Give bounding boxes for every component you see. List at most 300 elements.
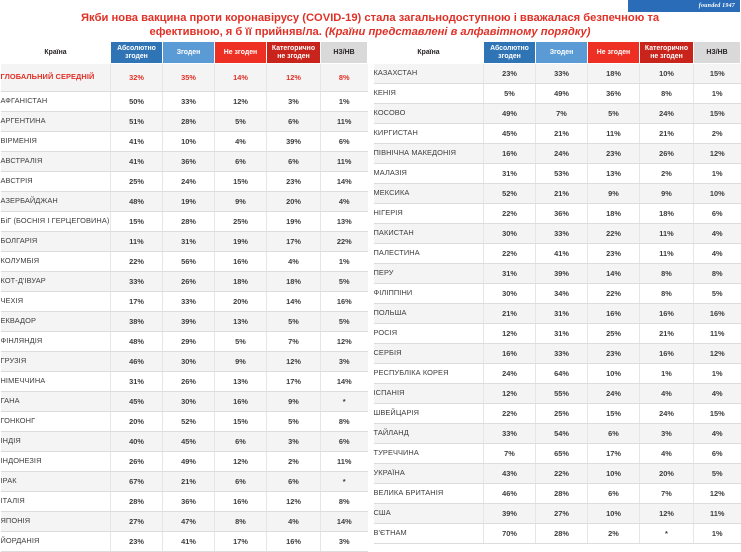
value-cell-strongly-disagree: 20% xyxy=(640,464,694,484)
value-cell-dk-na: 2% xyxy=(694,124,741,144)
value-cell-agree: 65% xyxy=(536,444,588,464)
value-cell-dk-na: 5% xyxy=(321,272,368,292)
value-cell-strongly-agree: 22% xyxy=(484,204,536,224)
value-cell-strongly-disagree: 16% xyxy=(267,532,321,552)
value-cell-strongly-disagree: 18% xyxy=(267,272,321,292)
value-cell-dk-na: 4% xyxy=(694,244,741,264)
table-row xyxy=(1,352,368,372)
table-row xyxy=(374,64,741,84)
value-cell-strongly-disagree: 12% xyxy=(267,492,321,512)
table-row xyxy=(1,332,368,352)
value-cell-strongly-disagree: 4% xyxy=(640,444,694,464)
value-cell-dk-na: 11% xyxy=(321,152,368,172)
country-name-cell: ГРУЗІЯ xyxy=(1,352,111,372)
value-cell-strongly-agree: 25% xyxy=(111,172,163,192)
value-cell-dk-na: 14% xyxy=(321,512,368,532)
value-cell-agree: 24% xyxy=(163,172,215,192)
header-strongly-agree: Абсолютно згоден xyxy=(111,42,163,64)
table-row xyxy=(1,292,368,312)
value-cell-dk-na: 14% xyxy=(321,372,368,392)
value-cell-disagree: 15% xyxy=(215,172,267,192)
value-cell-strongly-agree: 27% xyxy=(111,512,163,532)
value-cell-disagree: 22% xyxy=(588,224,640,244)
value-cell-strongly-agree: 11% xyxy=(111,232,163,252)
value-cell-dk-na: 5% xyxy=(321,312,368,332)
value-cell-strongly-disagree: 23% xyxy=(267,172,321,192)
table-row xyxy=(374,424,741,444)
value-cell-agree: 30% xyxy=(163,352,215,372)
value-cell-strongly-agree: 12% xyxy=(484,324,536,344)
value-cell-disagree: 10% xyxy=(588,504,640,524)
country-name-cell: ШВЕЙЦАРІЯ xyxy=(374,404,484,424)
header-dk-na: НЗ/НВ xyxy=(321,42,368,64)
value-cell-dk-na: 12% xyxy=(694,144,741,164)
value-cell-agree: 34% xyxy=(536,284,588,304)
value-cell-strongly-disagree: 5% xyxy=(267,412,321,432)
value-cell-agree: 33% xyxy=(163,292,215,312)
table-row xyxy=(1,192,368,212)
country-name-cell: КИРГИСТАН xyxy=(374,124,484,144)
value-cell-disagree: 25% xyxy=(588,324,640,344)
value-cell-strongly-agree: 15% xyxy=(111,212,163,232)
value-cell-agree: 54% xyxy=(536,424,588,444)
value-cell-agree: 22% xyxy=(536,464,588,484)
value-cell-disagree: 12% xyxy=(215,92,267,112)
value-cell-dk-na: 15% xyxy=(694,104,741,124)
value-cell-strongly-agree: 26% xyxy=(111,452,163,472)
header-dk-na: НЗ/НВ xyxy=(694,42,741,64)
country-name-cell: ЧЕХІЯ xyxy=(1,292,111,312)
value-cell-strongly-agree: 38% xyxy=(111,312,163,332)
table-row xyxy=(1,272,368,292)
value-cell-agree: 33% xyxy=(536,344,588,364)
value-cell-disagree: 18% xyxy=(215,272,267,292)
value-cell-agree: 30% xyxy=(163,392,215,412)
value-cell-strongly-agree: 24% xyxy=(484,364,536,384)
value-cell-disagree: 16% xyxy=(215,252,267,272)
value-cell-agree: 26% xyxy=(163,272,215,292)
value-cell-strongly-agree: 46% xyxy=(484,484,536,504)
value-cell-agree: 21% xyxy=(536,124,588,144)
value-cell-disagree: 20% xyxy=(215,292,267,312)
table-row xyxy=(1,112,368,132)
value-cell-strongly-agree: 31% xyxy=(484,164,536,184)
value-cell-disagree: 6% xyxy=(215,472,267,492)
value-cell-agree: 26% xyxy=(163,372,215,392)
value-cell-strongly-agree: 23% xyxy=(484,64,536,84)
value-cell-dk-na: 8% xyxy=(321,492,368,512)
value-cell-strongly-agree: 33% xyxy=(111,272,163,292)
value-cell-strongly-disagree: 18% xyxy=(640,204,694,224)
table-row xyxy=(1,212,368,232)
value-cell-strongly-agree: 22% xyxy=(484,404,536,424)
value-cell-strongly-disagree: 6% xyxy=(267,472,321,492)
table-row xyxy=(1,252,368,272)
value-cell-agree: 7% xyxy=(536,104,588,124)
value-cell-agree: 41% xyxy=(536,244,588,264)
table-row xyxy=(374,484,741,504)
value-cell-disagree: 16% xyxy=(588,304,640,324)
country-name-cell: ГАНА xyxy=(1,392,111,412)
value-cell-strongly-agree: 41% xyxy=(111,152,163,172)
country-name-cell: ТАЙЛАНД xyxy=(374,424,484,444)
value-cell-agree: 19% xyxy=(163,192,215,212)
value-cell-strongly-disagree: 7% xyxy=(267,332,321,352)
value-cell-strongly-agree: 16% xyxy=(484,344,536,364)
value-cell-strongly-disagree: 4% xyxy=(267,512,321,532)
value-cell-strongly-agree: 45% xyxy=(111,392,163,412)
value-cell-dk-na: 4% xyxy=(694,384,741,404)
value-cell-strongly-agree: 67% xyxy=(111,472,163,492)
header-strongly-disagree: Категорично не згоден xyxy=(640,42,694,64)
country-name-cell: ТУРЕЧЧИНА xyxy=(374,444,484,464)
value-cell-strongly-agree: 22% xyxy=(484,244,536,264)
value-cell-strongly-agree: 48% xyxy=(111,192,163,212)
value-cell-strongly-disagree: 19% xyxy=(267,212,321,232)
value-cell-dk-na: 4% xyxy=(694,224,741,244)
value-cell-strongly-disagree: 21% xyxy=(640,324,694,344)
value-cell-strongly-agree: 30% xyxy=(484,284,536,304)
value-cell-strongly-disagree: 16% xyxy=(640,304,694,324)
value-cell-disagree: 36% xyxy=(588,84,640,104)
value-cell-strongly-disagree: 11% xyxy=(640,224,694,244)
country-name-cell: ВЕЛИКА БРИТАНІЯ xyxy=(374,484,484,504)
table-row xyxy=(374,344,741,364)
table-row xyxy=(1,312,368,332)
header-strongly-agree: Абсолютно згоден xyxy=(484,42,536,64)
value-cell-disagree: 16% xyxy=(215,392,267,412)
value-cell-strongly-disagree: 3% xyxy=(267,92,321,112)
value-cell-strongly-agree: 70% xyxy=(484,524,536,544)
page-title xyxy=(28,12,712,39)
value-cell-strongly-agree: 17% xyxy=(111,292,163,312)
country-name-cell: ГОНКОНГ xyxy=(1,412,111,432)
value-cell-strongly-agree: 40% xyxy=(111,432,163,452)
value-cell-strongly-disagree: 3% xyxy=(267,432,321,452)
value-cell-disagree: 23% xyxy=(588,244,640,264)
right-data-table xyxy=(373,41,741,544)
value-cell-dk-na: 22% xyxy=(321,232,368,252)
value-cell-dk-na: 4% xyxy=(694,424,741,444)
value-cell-agree: 35% xyxy=(163,64,215,92)
value-cell-disagree: 15% xyxy=(588,404,640,424)
table-row xyxy=(1,64,368,92)
value-cell-disagree: 11% xyxy=(588,124,640,144)
value-cell-agree: 33% xyxy=(163,92,215,112)
country-name-cell: ІНДІЯ xyxy=(1,432,111,452)
table-row xyxy=(374,464,741,484)
table-row xyxy=(374,144,741,164)
header-disagree: Не згоден xyxy=(215,42,267,64)
value-cell-agree: 25% xyxy=(536,404,588,424)
value-cell-agree: 28% xyxy=(536,484,588,504)
logo-founded-text: founded 1947 xyxy=(698,3,735,9)
value-cell-strongly-disagree: 6% xyxy=(267,112,321,132)
value-cell-agree: 33% xyxy=(536,64,588,84)
table-row xyxy=(1,232,368,252)
table-row xyxy=(1,412,368,432)
table-row xyxy=(1,532,368,552)
table-row xyxy=(374,84,741,104)
country-name-cell: НІГЕРІЯ xyxy=(374,204,484,224)
value-cell-agree: 24% xyxy=(536,144,588,164)
country-name-cell: ІСПАНІЯ xyxy=(374,384,484,404)
value-cell-disagree: 5% xyxy=(215,332,267,352)
value-cell-agree: 21% xyxy=(536,184,588,204)
value-cell-strongly-disagree: 1% xyxy=(640,364,694,384)
value-cell-strongly-disagree: 39% xyxy=(267,132,321,152)
value-cell-dk-na: 5% xyxy=(694,464,741,484)
value-cell-disagree: 6% xyxy=(588,424,640,444)
value-cell-strongly-agree: 48% xyxy=(111,332,163,352)
value-cell-strongly-disagree: 8% xyxy=(640,284,694,304)
value-cell-dk-na: * xyxy=(321,392,368,412)
value-cell-dk-na: 11% xyxy=(321,452,368,472)
value-cell-disagree: 6% xyxy=(215,432,267,452)
table-row xyxy=(1,432,368,452)
country-name-cell: КОСОВО xyxy=(374,104,484,124)
table-row xyxy=(374,184,741,204)
country-name-cell: ФІНЛЯНДІЯ xyxy=(1,332,111,352)
value-cell-strongly-agree: 51% xyxy=(111,112,163,132)
country-name-cell: НІМЕЧЧИНА xyxy=(1,372,111,392)
value-cell-agree: 28% xyxy=(536,524,588,544)
country-name-cell: СЕРБІЯ xyxy=(374,344,484,364)
table-row xyxy=(374,324,741,344)
value-cell-disagree: 13% xyxy=(215,372,267,392)
value-cell-strongly-disagree: 16% xyxy=(640,344,694,364)
value-cell-dk-na: 15% xyxy=(694,404,741,424)
country-name-cell: ЯПОНІЯ xyxy=(1,512,111,532)
value-cell-dk-na: 1% xyxy=(694,164,741,184)
value-cell-strongly-agree: 31% xyxy=(484,264,536,284)
value-cell-strongly-agree: 41% xyxy=(111,132,163,152)
value-cell-dk-na: 1% xyxy=(694,524,741,544)
value-cell-disagree: 6% xyxy=(588,484,640,504)
value-cell-strongly-disagree: 6% xyxy=(267,152,321,172)
value-cell-disagree: 6% xyxy=(215,152,267,172)
value-cell-disagree: 9% xyxy=(215,192,267,212)
value-cell-strongly-agree: 22% xyxy=(111,252,163,272)
value-cell-strongly-disagree: 24% xyxy=(640,404,694,424)
country-name-cell: ЙОРДАНІЯ xyxy=(1,532,111,552)
value-cell-strongly-disagree: 7% xyxy=(640,484,694,504)
value-cell-dk-na: 8% xyxy=(321,64,368,92)
value-cell-strongly-disagree: 21% xyxy=(640,124,694,144)
value-cell-strongly-disagree: 24% xyxy=(640,104,694,124)
table-row xyxy=(374,404,741,424)
title-line-2-italic: (Країни представлені в алфавітному порядку) xyxy=(325,25,591,38)
value-cell-agree: 21% xyxy=(163,472,215,492)
country-name-cell: АРГЕНТИНА xyxy=(1,112,111,132)
value-cell-strongly-agree: 49% xyxy=(484,104,536,124)
value-cell-strongly-disagree: 26% xyxy=(640,144,694,164)
value-cell-agree: 10% xyxy=(163,132,215,152)
value-cell-disagree: 18% xyxy=(588,204,640,224)
table-row xyxy=(374,164,741,184)
country-name-cell: КЕНІЯ xyxy=(374,84,484,104)
table-row xyxy=(374,384,741,404)
value-cell-dk-na: 4% xyxy=(321,192,368,212)
right-table-holder xyxy=(373,41,740,552)
value-cell-agree: 36% xyxy=(536,204,588,224)
table-row xyxy=(374,104,741,124)
country-name-cell: УКРАЇНА xyxy=(374,464,484,484)
value-cell-strongly-agree: 23% xyxy=(111,532,163,552)
value-cell-disagree: 18% xyxy=(588,64,640,84)
country-name-cell: ПІВНІЧНА МАКЕДОНІЯ xyxy=(374,144,484,164)
value-cell-dk-na: 6% xyxy=(694,204,741,224)
value-cell-agree: 28% xyxy=(163,112,215,132)
country-name-cell: ПАКИСТАН xyxy=(374,224,484,244)
value-cell-strongly-agree: 7% xyxy=(484,444,536,464)
country-name-cell: АВСТРАЛІЯ xyxy=(1,152,111,172)
value-cell-strongly-disagree: 8% xyxy=(640,84,694,104)
value-cell-strongly-disagree: 4% xyxy=(267,252,321,272)
value-cell-strongly-disagree: 8% xyxy=(640,264,694,284)
left-data-table xyxy=(0,41,368,552)
value-cell-dk-na: 11% xyxy=(321,112,368,132)
header-country: Країна xyxy=(1,42,111,64)
value-cell-disagree: 4% xyxy=(215,132,267,152)
value-cell-disagree: 15% xyxy=(215,412,267,432)
value-cell-disagree: 16% xyxy=(215,492,267,512)
value-cell-disagree: 25% xyxy=(215,212,267,232)
value-cell-disagree: 23% xyxy=(588,344,640,364)
value-cell-disagree: 5% xyxy=(215,112,267,132)
table-row xyxy=(374,444,741,464)
value-cell-disagree: 14% xyxy=(215,64,267,92)
value-cell-agree: 45% xyxy=(163,432,215,452)
country-name-cell: ГЛОБАЛЬНИЙ СЕРЕДНІЙ xyxy=(1,64,111,92)
value-cell-strongly-disagree: 2% xyxy=(640,164,694,184)
table-row xyxy=(374,524,741,544)
table-row xyxy=(1,472,368,492)
value-cell-strongly-agree: 20% xyxy=(111,412,163,432)
value-cell-dk-na: 8% xyxy=(321,412,368,432)
value-cell-strongly-agree: 12% xyxy=(484,384,536,404)
table-row xyxy=(1,392,368,412)
header-agree: Згоден xyxy=(163,42,215,64)
value-cell-strongly-agree: 33% xyxy=(484,424,536,444)
header-strongly-disagree: Категорично не згоден xyxy=(267,42,321,64)
table-row xyxy=(374,224,741,244)
value-cell-disagree: 19% xyxy=(215,232,267,252)
value-cell-agree: 27% xyxy=(536,504,588,524)
value-cell-agree: 31% xyxy=(536,324,588,344)
header-disagree: Не згоден xyxy=(588,42,640,64)
value-cell-strongly-agree: 5% xyxy=(484,84,536,104)
value-cell-strongly-agree: 50% xyxy=(111,92,163,112)
value-cell-disagree: 2% xyxy=(588,524,640,544)
value-cell-strongly-agree: 28% xyxy=(111,492,163,512)
value-cell-disagree: 17% xyxy=(215,532,267,552)
country-name-cell: АФГАНІСТАН xyxy=(1,92,111,112)
country-name-cell: РЕСПУБЛІКА КОРЕЯ xyxy=(374,364,484,384)
title-line-1: Якби нова вакцина проти коронавірусу (COVID-19) стала загальнодоступною і вважалася безпечною та xyxy=(80,12,660,24)
value-cell-disagree: 22% xyxy=(588,284,640,304)
value-cell-strongly-disagree: 17% xyxy=(267,372,321,392)
right-header-row xyxy=(374,42,741,64)
table-row xyxy=(1,512,368,532)
value-cell-dk-na: 14% xyxy=(321,172,368,192)
value-cell-dk-na: 16% xyxy=(694,304,741,324)
table-row xyxy=(1,92,368,112)
value-cell-strongly-agree: 46% xyxy=(111,352,163,372)
country-name-cell: ЕКВАДОР xyxy=(1,312,111,332)
value-cell-dk-na: 11% xyxy=(694,504,741,524)
country-name-cell: ВІРМЕНІЯ xyxy=(1,132,111,152)
country-name-cell: КОЛУМБІЯ xyxy=(1,252,111,272)
value-cell-disagree: 12% xyxy=(215,452,267,472)
country-name-cell: КОТ-Д'ІВУАР xyxy=(1,272,111,292)
value-cell-agree: 36% xyxy=(163,492,215,512)
value-cell-agree: 53% xyxy=(536,164,588,184)
value-cell-agree: 47% xyxy=(163,512,215,532)
value-cell-strongly-disagree: 5% xyxy=(267,312,321,332)
value-cell-agree: 49% xyxy=(536,84,588,104)
value-cell-agree: 64% xyxy=(536,364,588,384)
country-name-cell: АЗЕРБАЙДЖАН xyxy=(1,192,111,212)
left-table-holder xyxy=(0,41,367,552)
value-cell-agree: 39% xyxy=(163,312,215,332)
value-cell-disagree: 14% xyxy=(588,264,640,284)
country-name-cell: ІНДОНЕЗІЯ xyxy=(1,452,111,472)
table-row xyxy=(374,304,741,324)
table-row xyxy=(374,204,741,224)
title-line-2 xyxy=(28,26,712,40)
table-row xyxy=(1,152,368,172)
value-cell-dk-na: 1% xyxy=(321,252,368,272)
value-cell-dk-na: 12% xyxy=(694,344,741,364)
value-cell-dk-na: 15% xyxy=(694,64,741,84)
table-row xyxy=(374,124,741,144)
country-name-cell: КАЗАХСТАН xyxy=(374,64,484,84)
value-cell-strongly-disagree: 12% xyxy=(640,504,694,524)
value-cell-strongly-agree: 31% xyxy=(111,372,163,392)
country-name-cell: ПОЛЬША xyxy=(374,304,484,324)
value-cell-disagree: 24% xyxy=(588,384,640,404)
value-cell-disagree: 10% xyxy=(588,364,640,384)
value-cell-disagree: 13% xyxy=(215,312,267,332)
value-cell-agree: 31% xyxy=(536,304,588,324)
country-name-cell: ІРАК xyxy=(1,472,111,492)
value-cell-dk-na: 1% xyxy=(321,92,368,112)
value-cell-strongly-agree: 45% xyxy=(484,124,536,144)
value-cell-strongly-disagree: 20% xyxy=(267,192,321,212)
value-cell-dk-na: 6% xyxy=(321,132,368,152)
organization-logo xyxy=(628,0,740,12)
value-cell-agree: 31% xyxy=(163,232,215,252)
value-cell-agree: 36% xyxy=(163,152,215,172)
country-name-cell: ПАЛЕСТИНА xyxy=(374,244,484,264)
value-cell-agree: 55% xyxy=(536,384,588,404)
country-name-cell: БіГ (БОСНІЯ І ГЕРЦЕГОВИНА) xyxy=(1,212,111,232)
value-cell-disagree: 8% xyxy=(215,512,267,532)
value-cell-strongly-disagree: 17% xyxy=(267,232,321,252)
value-cell-strongly-disagree: 3% xyxy=(640,424,694,444)
value-cell-strongly-disagree: 10% xyxy=(640,64,694,84)
table-row xyxy=(1,452,368,472)
value-cell-dk-na: 13% xyxy=(321,212,368,232)
value-cell-dk-na: 11% xyxy=(694,324,741,344)
value-cell-strongly-disagree: 14% xyxy=(267,292,321,312)
table-row xyxy=(1,372,368,392)
value-cell-strongly-agree: 32% xyxy=(111,64,163,92)
value-cell-agree: 41% xyxy=(163,532,215,552)
value-cell-disagree: 13% xyxy=(588,164,640,184)
value-cell-disagree: 23% xyxy=(588,144,640,164)
